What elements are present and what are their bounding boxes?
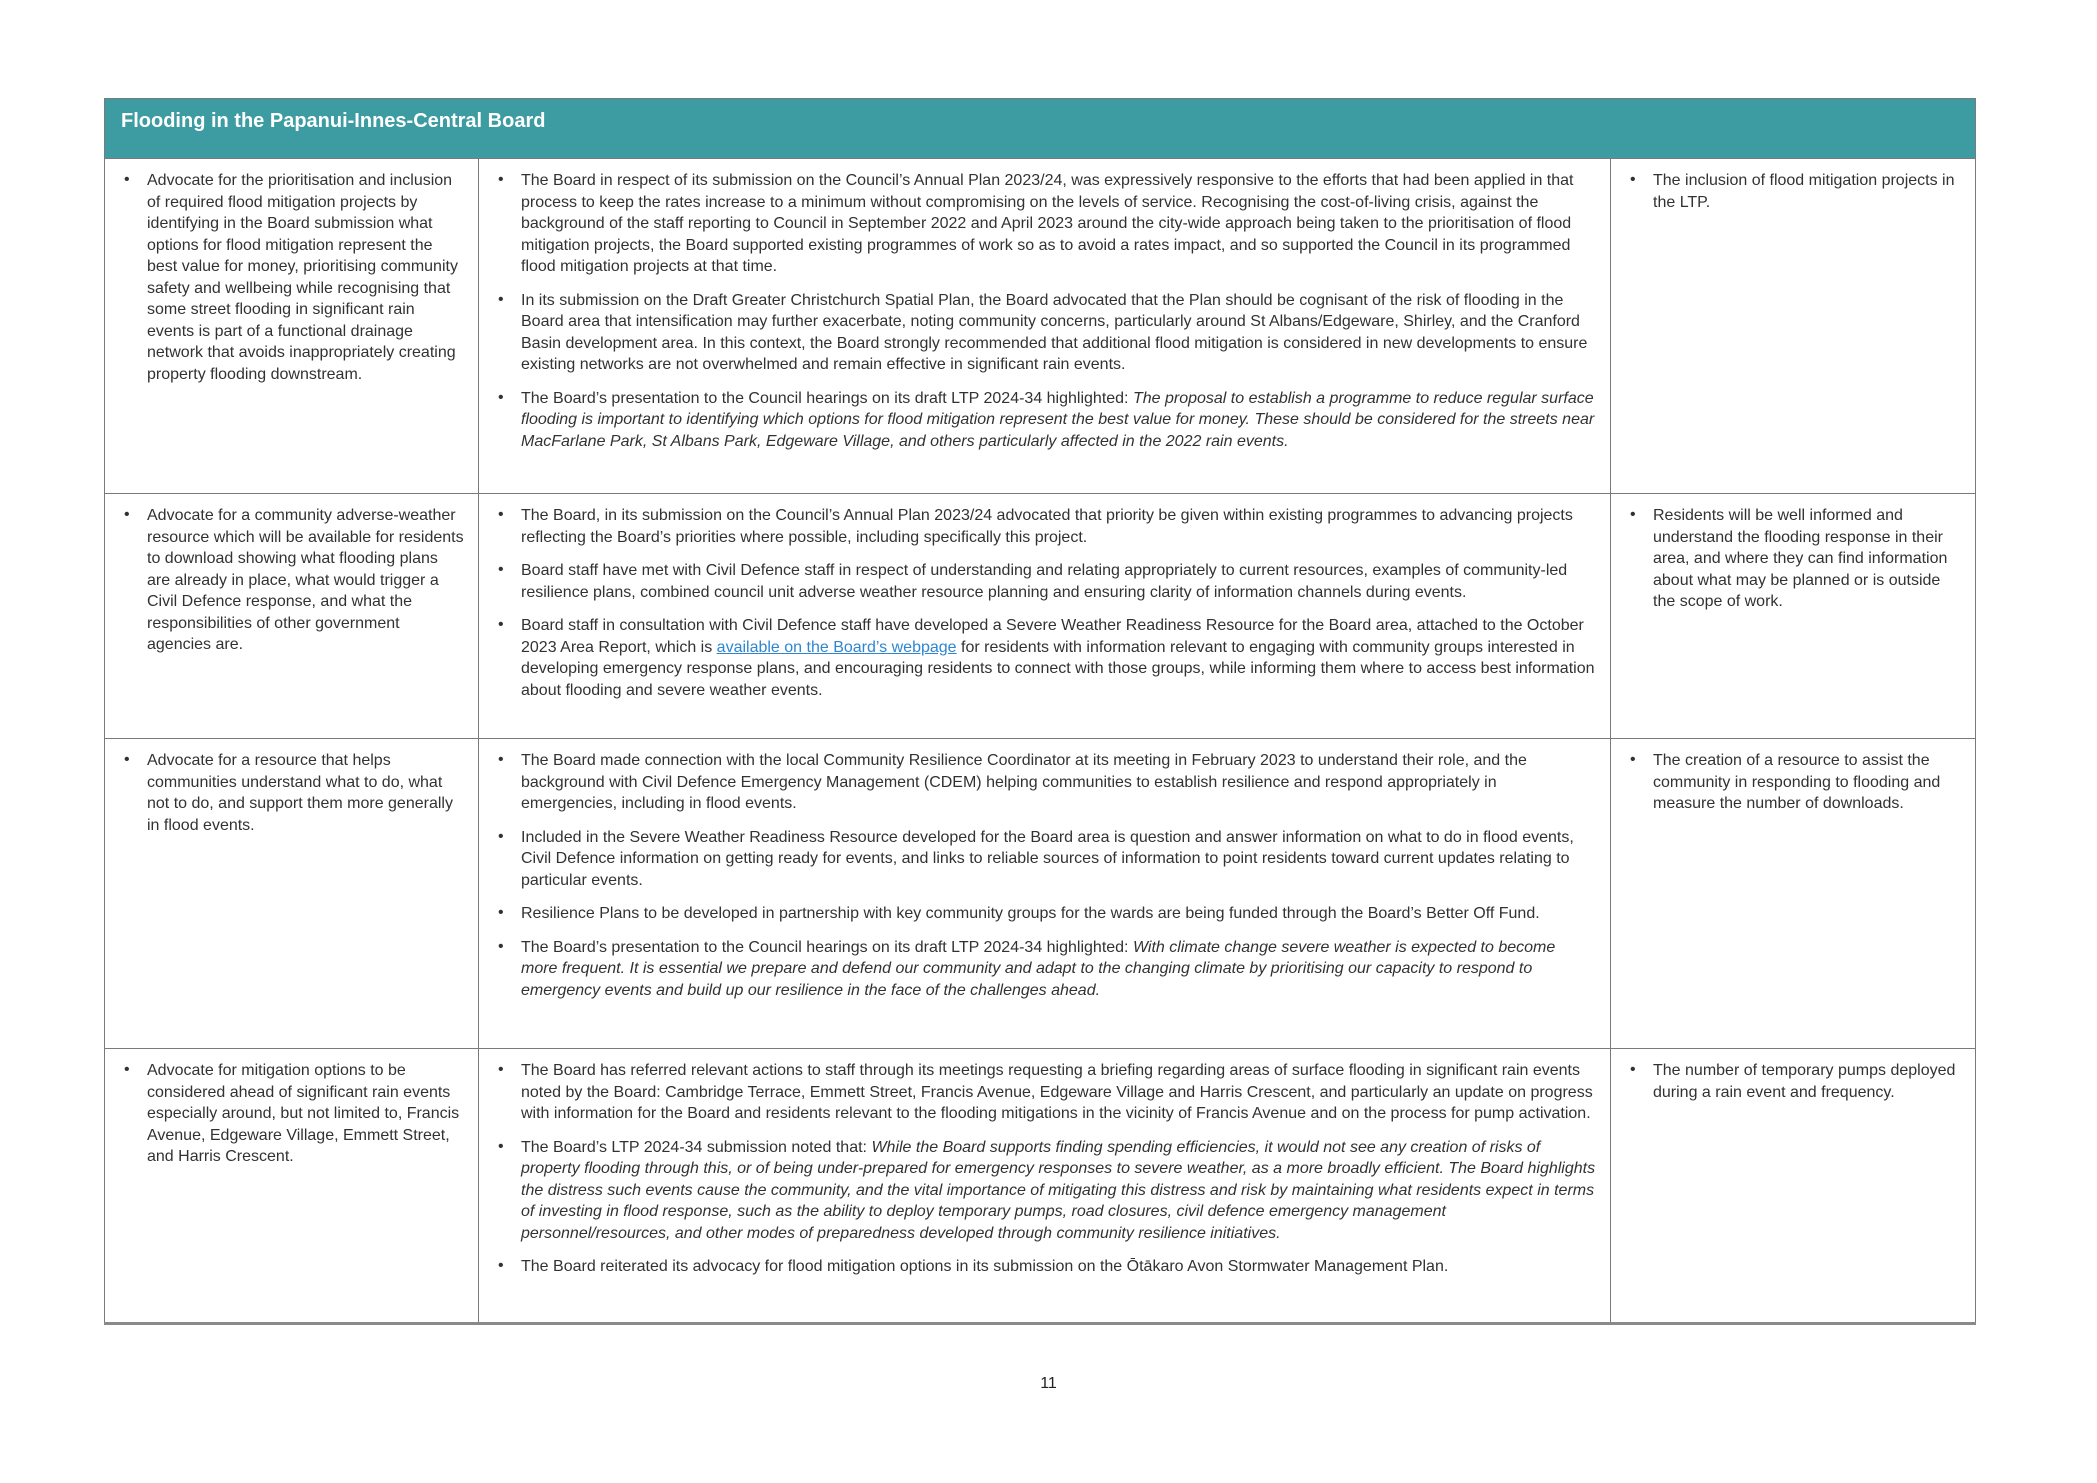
body-text: Advocate for a resource that helps communities understand what to do, what not to do, and support them more generally in flood events. — [147, 752, 453, 834]
bullet-item — [489, 615, 1596, 701]
body-text: The Board made connection with the local Community Resilience Coordinator at its meeting in February 2023 to understand their role, and the background with Civil Defence Emergency Management (CDEM) helping communities to establish resilience and respond appropriately in emergencies, including in flood events. — [521, 752, 1527, 812]
table-row — [105, 1049, 1976, 1324]
bullet-list — [1621, 170, 1961, 213]
body-text: The creation of a resource to assist the community in responding to flooding and measure the number of downloads. — [1653, 752, 1941, 812]
bullet-item — [115, 750, 464, 836]
quoted-italic-text: With climate change severe weather is expected to become more frequent. It is essential we prepare and defend our community and adapt to the changing climate by prioritising our capacity to respond to emergency events and build up our resilience in the face of the challenges ahead. — [521, 938, 1556, 999]
board-actions-cell — [479, 159, 1611, 494]
page-number: 11 — [1040, 1375, 1057, 1392]
advocacy-cell — [105, 494, 479, 739]
bullet-list — [489, 170, 1596, 452]
table-row — [105, 494, 1976, 739]
table-title: Flooding in the Papanui-Innes-Central Board — [105, 99, 1976, 159]
body-text: Board staff have met with Civil Defence staff in respect of understanding and relating appropriately to current resources, examples of community-led resilience plans, combined council unit adverse weather resource planning and ensuring clarity of information channels during events. — [521, 562, 1568, 601]
advocacy-cell — [105, 159, 479, 494]
bullet-item — [115, 170, 464, 385]
body-text: Included in the Severe Weather Readiness Resource developed for the Board area is question and answer information on what to do in flood events, Civil Defence information on getting ready for events, and links to reliable sources of information to point residents toward current updates relating to particular events. — [521, 828, 1574, 889]
board-actions-cell — [479, 494, 1611, 739]
bullet-list — [1621, 505, 1961, 613]
table-header-row — [105, 99, 1976, 159]
bullet-item — [489, 290, 1596, 376]
bullet-item — [489, 388, 1596, 453]
bullet-item — [489, 903, 1596, 925]
outcome-cell — [1611, 739, 1976, 1049]
bullet-list — [489, 1060, 1596, 1278]
outcome-cell — [1611, 1049, 1976, 1324]
body-text: Resilience Plans to be developed in partnership with key community groups for the wards are being funded through the Board’s Better Off Fund. — [521, 905, 1540, 922]
bullet-item — [489, 827, 1596, 892]
bullet-list — [115, 1060, 464, 1168]
table-row — [105, 739, 1976, 1049]
bullet-item — [489, 937, 1596, 1002]
bullet-item — [1621, 750, 1961, 815]
flooding-board-table — [104, 98, 1976, 1325]
bullet-item — [489, 750, 1596, 815]
body-text: The number of temporary pumps deployed during a rain event and frequency. — [1653, 1062, 1956, 1101]
board-actions-cell — [479, 1049, 1611, 1324]
bullet-list — [489, 505, 1596, 701]
bullet-list — [115, 750, 464, 836]
bullet-list — [1621, 1060, 1961, 1103]
bullet-list — [1621, 750, 1961, 815]
body-text: The Board’s LTP 2024-34 submission noted that: — [521, 1138, 872, 1156]
bullet-item — [489, 1137, 1596, 1245]
body-text: The Board’s presentation to the Council hearings on its draft LTP 2024-34 highlighted: — [521, 938, 1133, 956]
body-text: The Board has referred relevant actions to staff through its meetings requesting a briefing regarding areas of surface flooding in significant rain events noted by the Board: Cambridge Terrace, Emmett Street, Francis Avenue, Edgeware Village and Harris Crescent, and particularly an update on progress with information for the Board and residents relevant to the flooding mitigations in the vicinity of Francis Avenue and on the process for pump activation. — [521, 1062, 1593, 1122]
body-text: The Board in respect of its submission on the Council’s Annual Plan 2023/24, was expressively responsive to the efforts that had been applied in that process to keep the rates increase to a minimum without compromising on the levels of service. Recognising the cost-of-living crisis, against the background of the staff reporting to Council in September 2022 and April 2023 around the city-wide approach being taken to the prioritisation of flood mitigation projects, the Board supported existing programmes of work so as to avoid a rates impact, and so supported the Council in its programmed flood mitigation projects at that time. — [521, 172, 1574, 275]
bullet-list — [115, 170, 464, 385]
body-text: Advocate for the prioritisation and inclusion of required flood mitigation projects by identifying in the Board submission what options for flood mitigation represent the best value for money, prioritising community safety and wellbeing while recognising that some street flooding in significant rain events is part of a functional drainage network that avoids inappropriately creating property flooding downstream. — [147, 172, 458, 383]
outcome-cell — [1611, 494, 1976, 739]
quoted-italic-text: The proposal to establish a programme to reduce regular surface flooding is important to identifying which options for flood mitigation represent the best value for money. These should be considered for the streets near MacFarlane Park, St Albans Park, Edgeware Village, and others particularly affected in the 2022 rain events. — [521, 389, 1595, 450]
bullet-item — [115, 1060, 464, 1168]
board-actions-cell — [479, 739, 1611, 1049]
advocacy-cell — [105, 1049, 479, 1324]
body-text: In its submission on the Draft Greater Christchurch Spatial Plan, the Board advocated that the Plan should be cognisant of the risk of flooding in the Board area that intensification may further exacerbate, noting community concerns, particularly around St Albans/Edgeware, Shirley, and the Cranford Basin development area. In this context, the Board strongly recommended that additional flood mitigation is considered in new developments to ensure existing networks are not overwhelmed and remain effective in significant rain events. — [521, 291, 1588, 373]
body-text: The Board reiterated its advocacy for flood mitigation options in its submission on the Ōtākaro Avon Stormwater Management Plan. — [521, 1258, 1449, 1275]
table-row — [105, 159, 1976, 494]
bullet-item — [1621, 170, 1961, 213]
bullet-item — [115, 505, 464, 656]
body-text: for residents with information relevant to engaging with community groups interested in developing emergency response plans, and encouraging residents to connect with those groups, while informing them where to access best information about flooding and severe weather events. — [521, 638, 1595, 699]
body-text: Residents will be well informed and understand the flooding response in their area, and where they can find information about what may be planned or is outside the scope of work. — [1653, 507, 1948, 610]
body-text: Advocate for mitigation options to be considered ahead of significant rain events especially around, but not limited to, Francis Avenue, Edgeware Village, Emmett Street, and Harris Crescent. — [147, 1062, 460, 1165]
bullet-item — [489, 170, 1596, 278]
quoted-italic-text: While the Board supports finding spending efficiencies, it would not see any creation of risks of property flooding through this, or of being under-prepared for emergency responses to severe weather, as a more broadly efficient. The Board highlights the distress such events cause the community, and the vital importance of mitigating this distress and risk by maintaining what residents expect in terms of investing in flood response, such as the ability to deploy temporary pumps, road closures, civil defence emergency management personnel/resources, and other modes of preparedness developed through community resilience initiatives. — [521, 1138, 1596, 1242]
outcome-cell — [1611, 159, 1976, 494]
bullet-item — [489, 505, 1596, 548]
body-text: The Board’s presentation to the Council hearings on its draft LTP 2024-34 highlighted: — [521, 389, 1133, 407]
body-text: Board staff in consultation with Civil Defence staff have developed a Severe Weather Readiness Resource for the Board area, attached to the October 2023 Area Report, which is — [521, 617, 1584, 656]
advocacy-cell — [105, 739, 479, 1049]
bullet-item — [489, 560, 1596, 603]
body-text: The inclusion of flood mitigation projects in the LTP. — [1653, 172, 1955, 211]
bullet-list — [489, 750, 1596, 1001]
board-webpage-link[interactable]: available on the Board’s webpage — [716, 638, 957, 656]
body-text: Advocate for a community adverse-weather resource which will be available for residents to download showing what flooding plans are already in place, what would trigger a Civil Defence response, and what the responsibilities of other government agencies are. — [147, 507, 464, 653]
body-text: The Board, in its submission on the Council’s Annual Plan 2023/24 advocated that priority be given within existing programmes to advancing projects reflecting the Board’s priorities where possible, including specifically this project. — [521, 507, 1573, 546]
bullet-item — [489, 1256, 1596, 1278]
bullet-item — [1621, 505, 1961, 613]
bullet-list — [115, 505, 464, 656]
bullet-item — [489, 1060, 1596, 1125]
bullet-item — [1621, 1060, 1961, 1103]
